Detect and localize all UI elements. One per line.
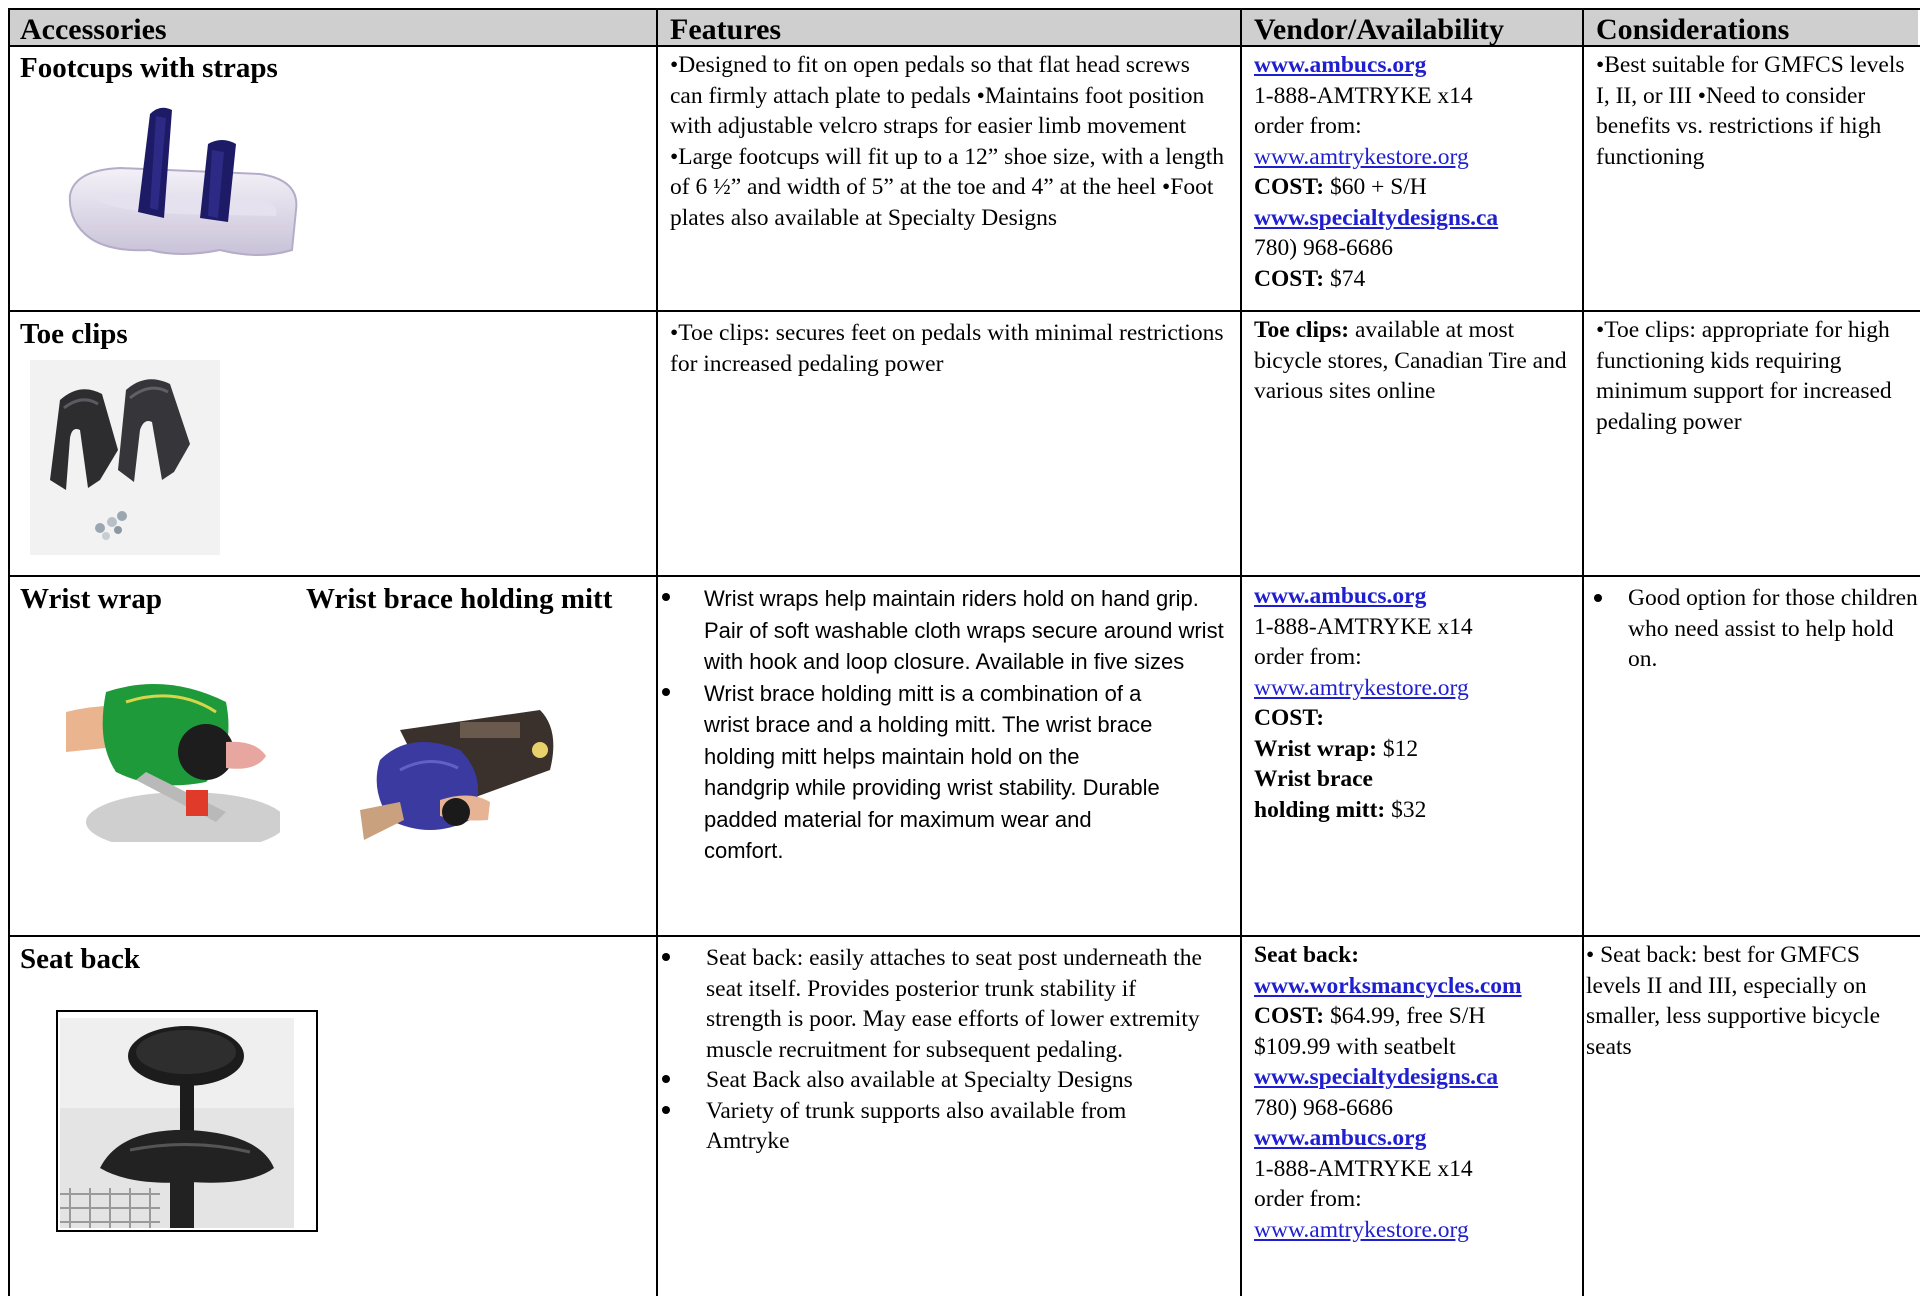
cost-value: $74 (1324, 265, 1366, 292)
vendor-seat-back (1254, 940, 1574, 1245)
link-specialtydesigns[interactable]: www.specialtydesigns.ca (1254, 204, 1499, 231)
order-from-label: order from: (1254, 644, 1362, 670)
considerations-toe-clips: •Toe clips: appropriate for high functioning kids requiring minimum support for increased pedaling power (1596, 317, 1892, 435)
bullet-icon (1594, 594, 1602, 602)
wrist-brace-mitt-image (340, 690, 566, 860)
row-title-seat-back: Seat back (20, 943, 141, 975)
wrist-brace-cost-label: holding mitt: (1254, 796, 1386, 823)
considerations-seat-back: • Seat back: best for GMFCS levels II and III, especially on smaller, less supportive bicycle seats (1586, 942, 1881, 1060)
order-from-label: order from: (1254, 1186, 1362, 1212)
link-specialtydesigns[interactable]: www.specialtydesigns.ca (1254, 1064, 1499, 1090)
toe-clips-availability: available at most bicycle stores, Canadian Tire and various sites online (1254, 317, 1567, 404)
table-border-top (8, 8, 1920, 10)
cost-label: COST: (1254, 265, 1325, 292)
link-ambucs[interactable]: www.ambucs.org (1254, 583, 1427, 609)
link-amtrykestore[interactable]: www.amtrykestore.org (1254, 1216, 1469, 1243)
toe-clips-label: Toe clips: (1254, 317, 1350, 343)
considerations-footcups: •Best suitable for GMFCS levels I, II, or III •Need to consider benefits vs. restrictions if high functioning (1596, 52, 1905, 170)
wrist-brace-cost: $32 (1385, 796, 1427, 823)
cost-value: $60 + S/H (1324, 174, 1427, 200)
row-title-toe-clips: Toe clips (20, 318, 128, 350)
considerations-wrist (1628, 583, 1918, 675)
link-amtrykestore[interactable]: www.amtrykestore.org (1254, 143, 1469, 170)
link-worksmancycles[interactable]: www.worksmancycles.com (1254, 972, 1522, 999)
phone-amtryke: 1-888-AMTRYKE x14 (1254, 82, 1473, 109)
feature-seat-back-specialty: Seat Back also available at Specialty Designs (706, 1067, 1133, 1093)
column-divider (1240, 8, 1242, 1296)
feature-wrist-wrap: Wrist wraps help maintain riders hold on hand grip. Pair of soft washable cloth wraps secure around wrist with hook and loop closure. Available in five sizes (704, 586, 1224, 674)
bullet-icon (662, 953, 670, 961)
list-item (704, 678, 1164, 867)
list-item (706, 1096, 1206, 1157)
link-ambucs[interactable]: www.ambucs.org (1254, 52, 1427, 78)
phone-amtryke: 1-888-AMTRYKE x14 (1254, 1155, 1473, 1182)
bullet-icon (662, 1075, 670, 1083)
row-divider (8, 575, 1920, 577)
cost-value: $64.99, free S/H (1324, 1003, 1486, 1029)
vendor-toe-clips (1254, 315, 1574, 407)
features-footcups: •Designed to fit on open pedals so that flat head screws can firmly attach plate to pedals •Maintains foot position with adjustable velcro straps for easier limb movement •Large footcups will fit up to a 12” shoe size, with a length of 6 ½” and width of 5” at the toe and 4” at the heel •Foot plates also available at Specialty Designs (670, 52, 1225, 231)
cost-label: COST: (1254, 174, 1325, 200)
feature-seat-back: Seat back: easily attaches to seat post underneath the seat itself. Provides posterior trunk stability if strength is poor. May ease efforts of lower extremity muscle recruitment for subsequent pedaling. (706, 945, 1202, 1063)
row-title-wrist-brace: Wrist brace holding mitt (306, 583, 613, 615)
cost-seatbelt: $109.99 with seatbelt (1254, 1033, 1456, 1060)
phone-specialtydesigns: 780) 968-6686 (1254, 1094, 1394, 1121)
link-amtrykestore[interactable]: www.amtrykestore.org (1254, 674, 1469, 701)
consideration-wrist-text: Good option for those children who need assist to help hold on. (1628, 585, 1918, 672)
seat-back-label: Seat back: (1254, 942, 1360, 968)
cost-label: COST: (1254, 705, 1325, 731)
feature-trunk-supports: Variety of trunk supports also available from Amtryke (706, 1097, 1127, 1154)
column-divider (656, 8, 658, 1296)
column-divider (8, 8, 10, 1296)
wrist-brace-cost-label: Wrist brace (1254, 766, 1373, 792)
header-considerations: Considerations (1596, 13, 1790, 46)
bullet-icon (662, 1106, 670, 1114)
row-title-wrist-wrap: Wrist wrap (20, 583, 163, 615)
phone-amtryke: 1-888-AMTRYKE x14 (1254, 613, 1473, 640)
footcup-image (60, 100, 310, 270)
bullet-icon (662, 688, 670, 696)
vendor-footcups (1254, 50, 1574, 294)
row-divider (8, 310, 1920, 312)
bullet-icon (662, 593, 670, 601)
row-title-footcups: Footcups with straps (20, 52, 278, 84)
features-toe-clips: •Toe clips: secures feet on pedals with minimal restrictions for increased pedaling power (670, 320, 1224, 377)
feature-wrist-brace: Wrist brace holding mitt is a combination of a wrist brace and a holding mitt. The wrist brace holding mitt helps maintain hold on the handgrip while providing wrist stability. Durable padded material for maximum wear and comfort. (704, 680, 1160, 863)
seat-back-image (60, 1018, 294, 1228)
list-item (706, 943, 1206, 1065)
list-item (706, 1065, 1206, 1096)
link-ambucs[interactable]: www.ambucs.org (1254, 1125, 1427, 1151)
vendor-wrist (1254, 581, 1574, 825)
order-from-label: order from: (1254, 113, 1362, 139)
toe-clips-image (30, 360, 220, 555)
wrist-wrap-image (66, 672, 280, 842)
wrist-wrap-cost: $12 (1376, 735, 1419, 762)
header-vendor: Vendor/Availability (1254, 13, 1505, 46)
features-wrist-list (704, 583, 1230, 867)
header-accessories: Accessories (20, 13, 167, 46)
cost-label: COST: (1254, 1003, 1325, 1029)
list-item (704, 583, 1230, 678)
features-seat-back-list (706, 943, 1206, 1157)
column-divider (1582, 8, 1584, 1296)
header-features: Features (670, 13, 782, 46)
wrist-wrap-cost-label: Wrist wrap: (1254, 735, 1377, 762)
phone-specialtydesigns: 780) 968-6686 (1254, 235, 1394, 261)
row-divider (8, 935, 1920, 937)
